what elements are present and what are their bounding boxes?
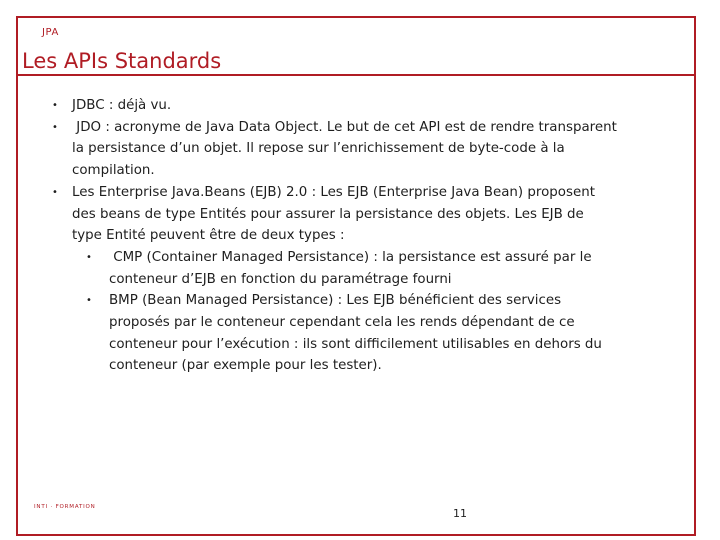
bullet-dot-icon: • [52, 186, 58, 198]
slide-title: Les APIs Standards [22, 49, 222, 73]
bullet-dot-icon: • [52, 100, 58, 111]
bullet-dot-icon: • [52, 121, 58, 133]
bullet-item-ejb [52, 182, 617, 247]
sub-bullet-text: CMP (Container Managed Persistance) : la persistance est assuré par le conteneur d’EJB en fonction du paramétrage fourni [109, 249, 596, 287]
page-number: 11 [453, 507, 467, 520]
bullet-dot-icon: • [86, 295, 92, 307]
bullet-item-jdbc [52, 95, 617, 117]
sub-bullet-text: BMP (Bean Managed Persistance) : Les EJB bénéficient des services proposés par le conteneur cependant cela les rends dépendant de ce conteneur pour l’exécution : ils sont difficilement utilisables en dehors du conteneur (par exemple pour les tester). [109, 293, 602, 374]
bullet-text: Les Enterprise Java.Beans (EJB) 2.0 : Les EJB (Enterprise Java Bean) proposent des beans de type Entités pour assurer la persistance des objets. Les EJB de type Entité peuvent être de deux types : [72, 184, 595, 244]
bullet-dot-icon: • [86, 251, 92, 263]
sub-bullet-item-cmp [52, 247, 617, 290]
bullet-item-jdo [52, 117, 622, 182]
bullet-text: JDO : acronyme de Java Data Object. Le but de cet API est de rendre transparent la persistance d’un objet. Il repose sur l’enrichissement de byte-code à la compilation. [72, 119, 622, 179]
company-logo: INTI · FORMATION [34, 504, 96, 510]
title-divider [16, 74, 696, 76]
sub-bullet-item-bmp [52, 290, 617, 377]
bullet-text: JDBC : déjà vu. [72, 98, 172, 113]
section-tag: JPA [42, 27, 59, 38]
slide-content [52, 95, 622, 377]
